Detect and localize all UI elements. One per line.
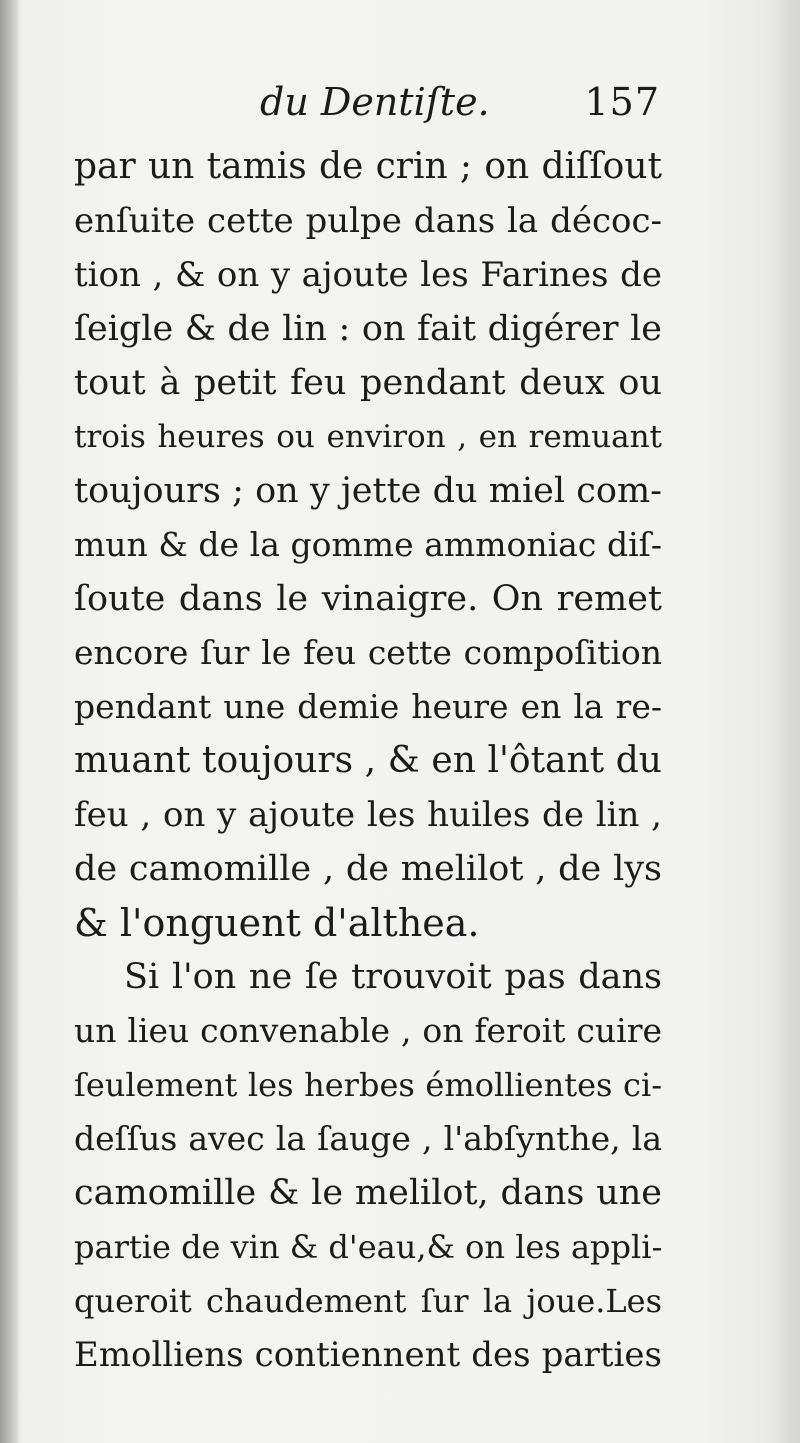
text-line: Emolliens contiennent des parties bbox=[74, 1335, 662, 1375]
text-line: queroit chaudement ſur la joue.Les bbox=[74, 1282, 662, 1320]
text-line: enſuite cette pulpe dans la décoc- bbox=[74, 201, 662, 241]
text-line: ſoute dans le vinaigre. On remet bbox=[74, 579, 662, 619]
text-line: tout à petit feu pendant deux ou bbox=[74, 363, 662, 403]
text-line: camomille & le melilot, dans une bbox=[74, 1173, 662, 1213]
text-line: ſeulement les herbes émollientes ci- bbox=[74, 1066, 662, 1104]
text-line: tion , & on y ajoute les Farines de bbox=[74, 255, 662, 295]
text-line: partie de vin & d'eau,& on les appli- bbox=[74, 1228, 663, 1266]
text-line: ſeigle & de lin : on fait digérer le bbox=[74, 309, 662, 349]
page-edge-shadow bbox=[770, 0, 800, 1443]
text-line: feu , on y ajoute les huiles de lin , bbox=[74, 795, 662, 835]
text-line: trois heures ou environ , en remuant bbox=[74, 419, 662, 455]
text-line: un lieu convenable , on feroit cuire bbox=[74, 1011, 662, 1050]
text-line: encore ſur le feu cette compoſition bbox=[74, 633, 662, 672]
text-line: de camomille , de melilot , de lys bbox=[74, 849, 662, 889]
text-line: deſſus avec la ſauge , l'abſynthe, la bbox=[74, 1119, 662, 1158]
page-number: 157 bbox=[584, 80, 660, 124]
text-line: toujours ; on y jette du miel com- bbox=[74, 471, 662, 511]
page-gutter-shadow bbox=[0, 0, 18, 1443]
paragraph-start-line: Si l'on ne ſe trouvoit pas dans bbox=[124, 957, 662, 997]
text-line: pendant une demie heure en la re- bbox=[74, 687, 662, 726]
text-line: mun & de la gomme ammoniac diſ- bbox=[74, 525, 662, 564]
running-title: du Dentiſte. bbox=[260, 80, 490, 124]
body-text bbox=[74, 140, 662, 1382]
text-line: par un tamis de crin ; on diſſout bbox=[74, 146, 662, 187]
paragraph-end-line: & l'onguent d'althea. bbox=[74, 901, 480, 945]
text-line: muant toujours , & en l'ôtant du bbox=[74, 740, 662, 781]
page-header bbox=[260, 80, 660, 130]
